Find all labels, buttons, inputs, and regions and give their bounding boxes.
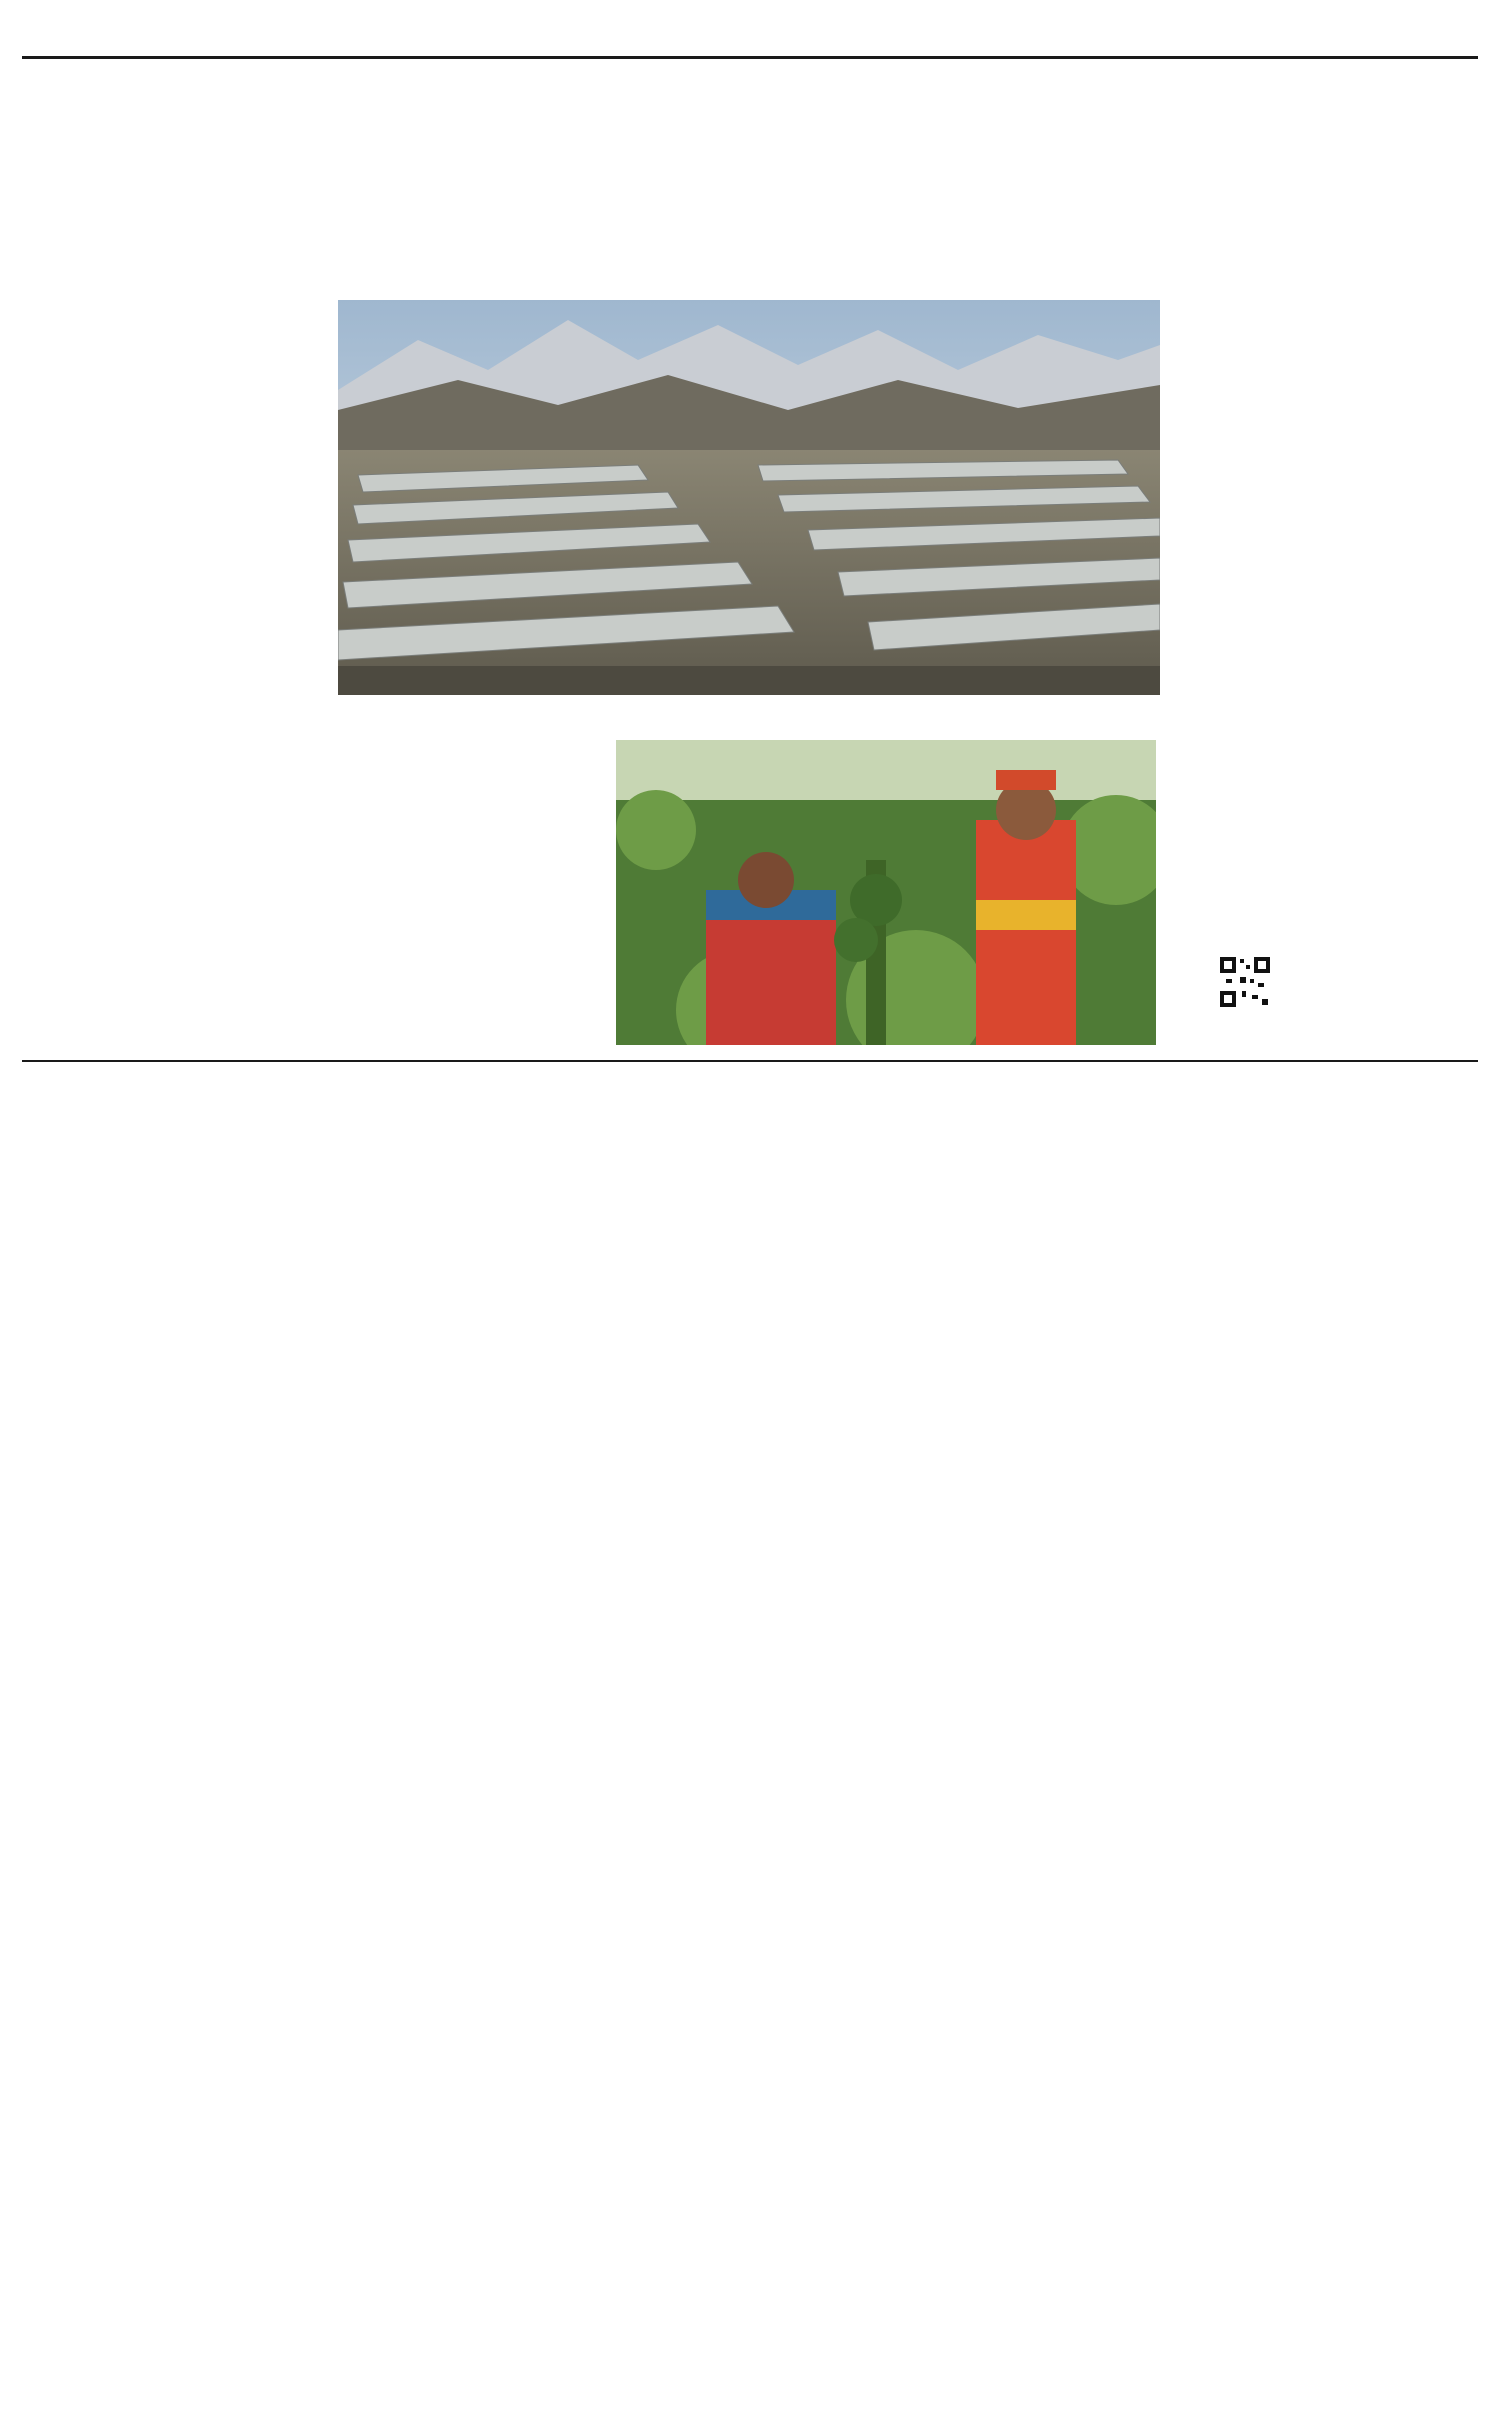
right-column-text — [1172, 300, 1478, 940]
photo-greenhouse-base — [338, 300, 1160, 695]
left-column-text — [22, 380, 322, 995]
header-rule — [22, 56, 1478, 59]
left-column-tail — [22, 1033, 322, 1059]
lead-highlight — [352, 746, 600, 1056]
watermelon-harvest-image — [616, 740, 1156, 1045]
classifieds-rule — [22, 1060, 1478, 1062]
qr-code[interactable] — [1218, 955, 1272, 1009]
photo-watermelon-harvest — [616, 740, 1156, 1045]
qr-code-icon — [1218, 955, 1272, 1009]
greenhouse-landscape-image — [338, 300, 1160, 695]
